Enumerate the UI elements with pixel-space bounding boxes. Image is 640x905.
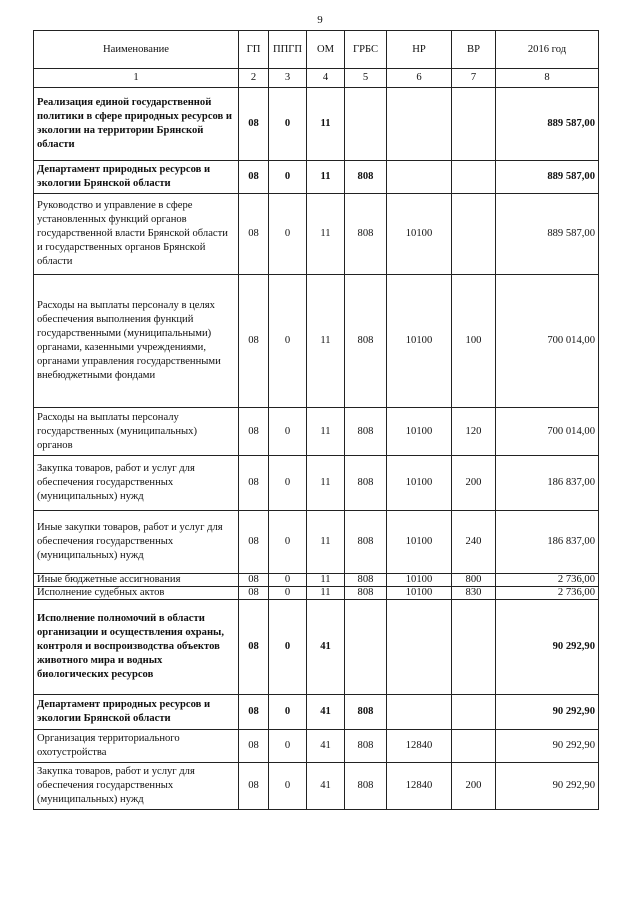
row-om: 11 bbox=[307, 511, 345, 574]
header-om: ОМ bbox=[307, 31, 345, 69]
row-gp: 08 bbox=[239, 574, 269, 587]
row-nr: 10100 bbox=[387, 275, 452, 408]
row-vr: 240 bbox=[452, 511, 496, 574]
row-ppgp: 0 bbox=[269, 574, 307, 587]
row-vr: 200 bbox=[452, 763, 496, 810]
row-grbs: 808 bbox=[345, 763, 387, 810]
row-nr bbox=[387, 600, 452, 695]
row-ppgp: 0 bbox=[269, 763, 307, 810]
row-gp: 08 bbox=[239, 695, 269, 730]
row-vr: 100 bbox=[452, 275, 496, 408]
row-grbs: 808 bbox=[345, 587, 387, 600]
row-ppgp: 0 bbox=[269, 194, 307, 275]
row-vr: 800 bbox=[452, 574, 496, 587]
row-name: Закупка товаров, работ и услуг для обеспечения государственных (муниципальных) нужд bbox=[34, 456, 239, 511]
row-om: 41 bbox=[307, 730, 345, 763]
row-om: 11 bbox=[307, 408, 345, 456]
row-gp: 08 bbox=[239, 511, 269, 574]
row-amount: 90 292,90 bbox=[496, 730, 599, 763]
row-grbs: 808 bbox=[345, 574, 387, 587]
row-nr bbox=[387, 161, 452, 194]
row-nr: 10100 bbox=[387, 456, 452, 511]
table-row bbox=[34, 194, 599, 275]
row-vr bbox=[452, 600, 496, 695]
row-ppgp: 0 bbox=[269, 600, 307, 695]
row-grbs: 808 bbox=[345, 730, 387, 763]
column-number: 5 bbox=[345, 69, 387, 88]
row-om: 11 bbox=[307, 161, 345, 194]
row-amount: 90 292,90 bbox=[496, 763, 599, 810]
table-row bbox=[34, 511, 599, 574]
row-vr: 200 bbox=[452, 456, 496, 511]
row-om: 11 bbox=[307, 194, 345, 275]
row-amount: 90 292,90 bbox=[496, 695, 599, 730]
row-amount: 889 587,00 bbox=[496, 88, 599, 161]
row-nr: 12840 bbox=[387, 763, 452, 810]
row-grbs: 808 bbox=[345, 456, 387, 511]
row-vr bbox=[452, 161, 496, 194]
row-om: 41 bbox=[307, 600, 345, 695]
row-vr bbox=[452, 194, 496, 275]
row-amount: 186 837,00 bbox=[496, 511, 599, 574]
row-name: Реализация единой государственной политики в сфере природных ресурсов и экологии на территории Брянской области bbox=[34, 88, 239, 161]
row-om: 11 bbox=[307, 587, 345, 600]
row-nr: 10100 bbox=[387, 574, 452, 587]
row-gp: 08 bbox=[239, 587, 269, 600]
row-grbs: 808 bbox=[345, 408, 387, 456]
row-gp: 08 bbox=[239, 88, 269, 161]
row-name: Расходы на выплаты персоналу в целях обеспечения выполнения функций государственными (муниципальными) органами, казенными учреждениями, органами управления государственными внебюджетными фондами bbox=[34, 275, 239, 408]
row-name: Иные закупки товаров, работ и услуг для обеспечения государственных (муниципальных) нужд bbox=[34, 511, 239, 574]
row-name: Иные бюджетные ассигнования bbox=[34, 574, 239, 587]
budget-table bbox=[33, 30, 599, 810]
row-ppgp: 0 bbox=[269, 275, 307, 408]
row-nr bbox=[387, 88, 452, 161]
table-row bbox=[34, 275, 599, 408]
row-ppgp: 0 bbox=[269, 161, 307, 194]
table-row bbox=[34, 763, 599, 810]
header-ppgp: ППГП bbox=[269, 31, 307, 69]
header-row bbox=[34, 31, 599, 69]
header-vr: ВР bbox=[452, 31, 496, 69]
row-gp: 08 bbox=[239, 763, 269, 810]
row-grbs bbox=[345, 88, 387, 161]
row-amount: 889 587,00 bbox=[496, 194, 599, 275]
row-grbs: 808 bbox=[345, 275, 387, 408]
row-gp: 08 bbox=[239, 408, 269, 456]
column-number: 2 bbox=[239, 69, 269, 88]
row-name: Исполнение судебных актов bbox=[34, 587, 239, 600]
row-grbs: 808 bbox=[345, 194, 387, 275]
table-row bbox=[34, 574, 599, 587]
column-number: 3 bbox=[269, 69, 307, 88]
row-vr: 830 bbox=[452, 587, 496, 600]
column-number: 6 bbox=[387, 69, 452, 88]
table-row bbox=[34, 408, 599, 456]
row-name: Департамент природных ресурсов и экологии Брянской области bbox=[34, 161, 239, 194]
column-number: 7 bbox=[452, 69, 496, 88]
row-om: 11 bbox=[307, 88, 345, 161]
row-gp: 08 bbox=[239, 600, 269, 695]
row-om: 41 bbox=[307, 695, 345, 730]
header-name: Наименование bbox=[34, 31, 239, 69]
row-amount: 889 587,00 bbox=[496, 161, 599, 194]
column-number-row bbox=[34, 69, 599, 88]
table-row bbox=[34, 730, 599, 763]
table-row bbox=[34, 695, 599, 730]
table-row bbox=[34, 161, 599, 194]
row-amount: 186 837,00 bbox=[496, 456, 599, 511]
row-nr bbox=[387, 695, 452, 730]
row-nr: 10100 bbox=[387, 194, 452, 275]
row-nr: 10100 bbox=[387, 408, 452, 456]
row-om: 11 bbox=[307, 456, 345, 511]
row-grbs: 808 bbox=[345, 511, 387, 574]
table-row bbox=[34, 88, 599, 161]
row-nr: 10100 bbox=[387, 587, 452, 600]
header-nr: НР bbox=[387, 31, 452, 69]
row-name: Руководство и управление в сфере установленных функций органов государственной власти Брянской области и государственных органов Брянской области bbox=[34, 194, 239, 275]
row-amount: 700 014,00 bbox=[496, 275, 599, 408]
row-gp: 08 bbox=[239, 161, 269, 194]
row-name: Департамент природных ресурсов и экологии Брянской области bbox=[34, 695, 239, 730]
row-ppgp: 0 bbox=[269, 408, 307, 456]
row-ppgp: 0 bbox=[269, 456, 307, 511]
row-nr: 12840 bbox=[387, 730, 452, 763]
row-vr bbox=[452, 730, 496, 763]
row-name: Расходы на выплаты персоналу государственных (муниципальных) органов bbox=[34, 408, 239, 456]
row-name: Исполнение полномочий в области организации и осуществления охраны, контроля и воспроизводства объектов животного мира и водных биологических ресурсов bbox=[34, 600, 239, 695]
row-grbs bbox=[345, 600, 387, 695]
column-number: 8 bbox=[496, 69, 599, 88]
row-gp: 08 bbox=[239, 730, 269, 763]
row-om: 11 bbox=[307, 275, 345, 408]
page-number: 9 bbox=[317, 14, 323, 26]
row-gp: 08 bbox=[239, 275, 269, 408]
header-gp: ГП bbox=[239, 31, 269, 69]
row-ppgp: 0 bbox=[269, 695, 307, 730]
table-row bbox=[34, 456, 599, 511]
table-row bbox=[34, 587, 599, 600]
row-om: 11 bbox=[307, 574, 345, 587]
row-gp: 08 bbox=[239, 456, 269, 511]
row-ppgp: 0 bbox=[269, 730, 307, 763]
row-vr: 120 bbox=[452, 408, 496, 456]
row-om: 41 bbox=[307, 763, 345, 810]
row-vr bbox=[452, 695, 496, 730]
row-amount: 2 736,00 bbox=[496, 574, 599, 587]
row-ppgp: 0 bbox=[269, 587, 307, 600]
row-nr: 10100 bbox=[387, 511, 452, 574]
row-amount: 90 292,90 bbox=[496, 600, 599, 695]
row-name: Закупка товаров, работ и услуг для обеспечения государственных (муниципальных) нужд bbox=[34, 763, 239, 810]
row-gp: 08 bbox=[239, 194, 269, 275]
header-grbs: ГРБС bbox=[345, 31, 387, 69]
row-vr bbox=[452, 88, 496, 161]
row-amount: 700 014,00 bbox=[496, 408, 599, 456]
column-number: 1 bbox=[34, 69, 239, 88]
row-amount: 2 736,00 bbox=[496, 587, 599, 600]
row-ppgp: 0 bbox=[269, 511, 307, 574]
header-year: 2016 год bbox=[496, 31, 599, 69]
column-number: 4 bbox=[307, 69, 345, 88]
row-grbs: 808 bbox=[345, 695, 387, 730]
row-name: Организация территориального охотустройства bbox=[34, 730, 239, 763]
row-ppgp: 0 bbox=[269, 88, 307, 161]
row-grbs: 808 bbox=[345, 161, 387, 194]
table-row bbox=[34, 600, 599, 695]
